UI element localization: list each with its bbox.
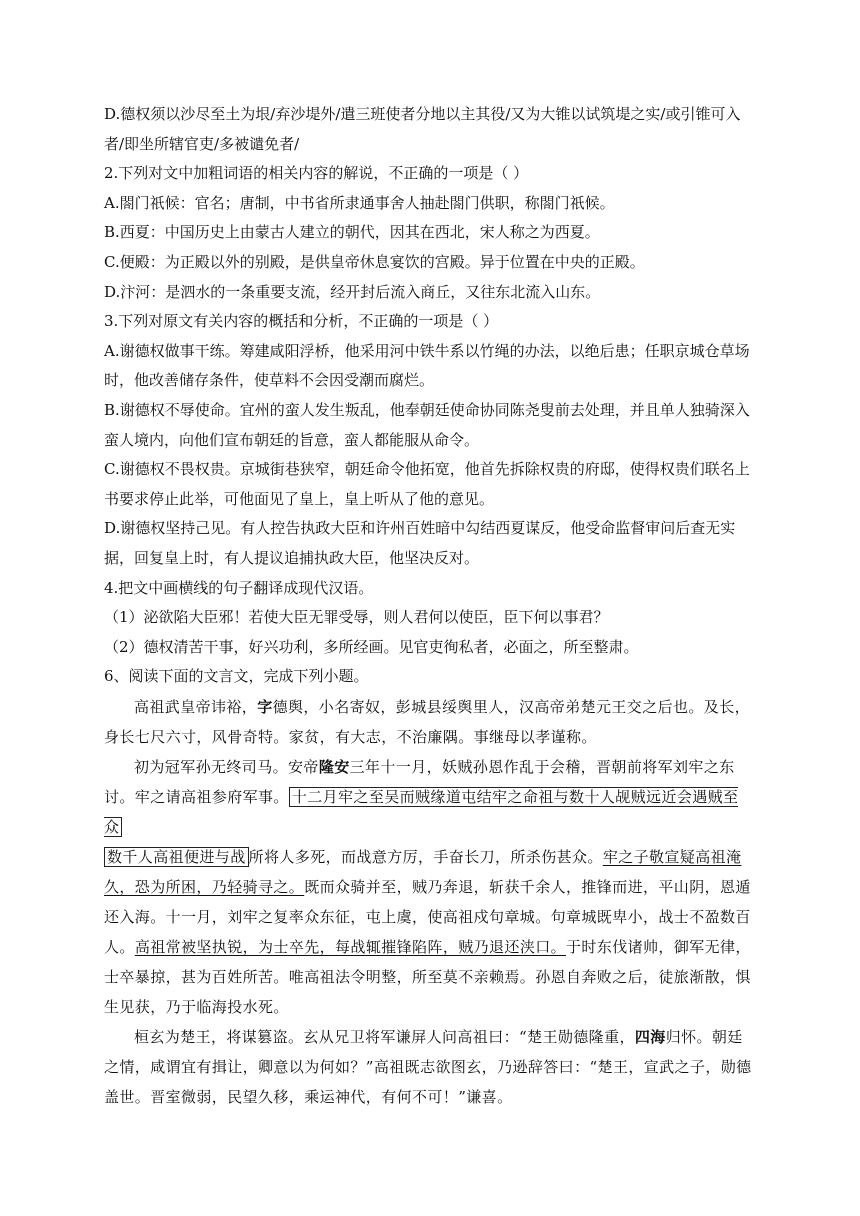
bold-term-longan: 隆安 (318, 757, 350, 776)
passage-text: 既而众骑并至，贼乃奔退，斩获千余人，推锋而进，平山阴，恩遁还入海。十一月，刘牢之复率众东征，屯上虞，使高祖戍句章城。句章城既卑小，战士不盈数百人。 (104, 877, 751, 956)
document-body (104, 100, 756, 1112)
question-2-option-c: C.便殿：为正殿以外的别殿，是供皇帝休息宴饮的宫殿。异于位置在中央的正殿。 (104, 252, 645, 271)
q1-option-d-line1: D.德权须以沙尽至土为垠/弃沙堤外/遣三班使者分地以主其役/又为大锥以试筑堤之实/或引锥可入 (104, 105, 741, 123)
underlined-sentence-2: 高祖常被坚执锐，为士卒先，每战辄摧锋陷阵，贼乃退还浃口。 (134, 937, 567, 956)
question-3-option-c-line1: C.谢德权不畏权贵。京城街巷狭窄，朝廷命令他拓宽，他首先拆除权贵的府邸，使得权贵们联名上 (104, 460, 750, 479)
classical-passage (104, 692, 756, 1112)
question-3-option-a-line1: A.谢德权做事干练。筹建咸阳浮桥，他采用河中铁牛系以竹绳的办法，以绝后患；任职京城仓草场 (104, 341, 750, 360)
question-4-sentence-1: （1）泌欲陷大臣邪！若使大臣无罪受辱，则人君何以使臣，臣下何以事君？ (104, 608, 609, 627)
passage-text: 于时东伐诸帅，御军无律，士卒暴掠，甚为百姓所苦。唯高祖法令明整，所至莫不亲赖焉。孙恩自奔败之后，徒旅渐散，惧生见获，乃于临海投水死。 (104, 937, 751, 1016)
q1-option-d-line2: 者/即坐所辖官吏/多被谴免者/ (104, 134, 300, 153)
bold-term-zi: 字 (257, 697, 273, 716)
question-3-option-d-line1: D.谢德权坚持己见。有人控告执政大臣和许州百姓暗中勾结西夏谋反，他受命监督审问后查无实 (104, 519, 736, 538)
passage-text: 高祖武皇帝讳裕， (134, 697, 258, 716)
passage-text: 初为冠军孙无终司马。安帝 (134, 757, 319, 776)
question-6-heading: 6、阅读下面的文言文，完成下列小题。 (104, 667, 369, 686)
passage-text: 归怀。朝廷之情，咸谓宜有揖让，卿意以为何如？”高祖既志欲图玄，乃逊辞答曰：“楚王，宣武之子，勋德盖世。晋室微弱，民望久移，乘运神代，有何不可！”谦喜。 (104, 1027, 752, 1106)
question-3-option-a-line2: 时，他改善储存条件，使草料不会因受潮而腐烂。 (104, 371, 435, 390)
question-2-option-d: D.汴河：是泗水的一条重要支流，经开封后流入商丘，又往东北流入山东。 (104, 282, 601, 301)
passage-text: 德舆，小名寄奴，彭城县绥舆里人，汉高帝弟楚元王交之后也。及长，身长七尺六寸，风骨奇特。家贫，有大志，不治廉隅。事继母以孝谨称。 (104, 697, 751, 746)
passage-text: 三年十一月，妖贼孙恩作乱于会稽，晋朝前将军刘牢之东讨。牢之请高祖参府军事。 (104, 757, 735, 806)
question-3-option-b-line1: B.谢德权不辱使命。宜州的蛮人发生叛乱，他奉朝廷使命协同陈尧叟前去处理，并且单人独骑深入 (104, 400, 750, 419)
passage-paragraph-2 (104, 752, 756, 1022)
passage-text: 所将人多死，而战意方厉，手奋长刀，所杀伤甚众。 (248, 847, 603, 866)
question-4-sentence-2: （2）德权清苦干事，好兴功利，多所经画。见官吏徇私者，必面之，所至整肃。 (104, 637, 639, 656)
boxed-sentence-part2: 数千人高祖便进与战 (104, 847, 249, 867)
question-3-stem: 3.下列对原文有关内容的概括和分析，不正确的一项是（ ） (104, 312, 499, 331)
passage-paragraph-3 (104, 1022, 756, 1112)
question-2-stem: 2.下列对文中加粗词语的相关内容的解说，不正确的一项是（ ） (104, 164, 529, 183)
passage-text: 桓玄为楚王，将谋篡盗。玄从兄卫将军谦屏人问高祖曰：“楚王勋德隆重， (134, 1027, 635, 1046)
bold-term-sihai: 四海 (634, 1027, 666, 1046)
question-3-option-b-line2: 蛮人境内，向他们宣布朝廷的旨意，蛮人都能服从命令。 (104, 430, 480, 449)
question-3-option-c-line2: 书要求停止此举，可他面见了皇上，皇上听从了他的意见。 (104, 489, 495, 508)
question-4-stem: 4.把文中画横线的句子翻译成现代汉语。 (104, 578, 374, 597)
passage-paragraph-1 (104, 692, 756, 752)
underlined-sentence-1: 牢之子敬宣疑高祖淹久，恐为所困，乃轻骑寻之。 (104, 847, 742, 896)
boxed-sentence-part1: 十二月牢之至吴而贼缘道屯结牢之命祖与数十人觇贼远近会遇贼至众 (104, 787, 739, 836)
question-2-option-a: A.閤门祇候：官名；唐制，中书省所隶通事舍人抽赴閤门供职，称閤门祇候。 (104, 193, 615, 212)
question-3-option-d-line2: 据，回复皇上时，有人提议追捕执政大臣，他坚决反对。 (104, 548, 480, 567)
question-2-option-b: B.西夏：中国历史上由蒙古人建立的朝代，因其在西北，宋人称之为西夏。 (104, 223, 600, 242)
